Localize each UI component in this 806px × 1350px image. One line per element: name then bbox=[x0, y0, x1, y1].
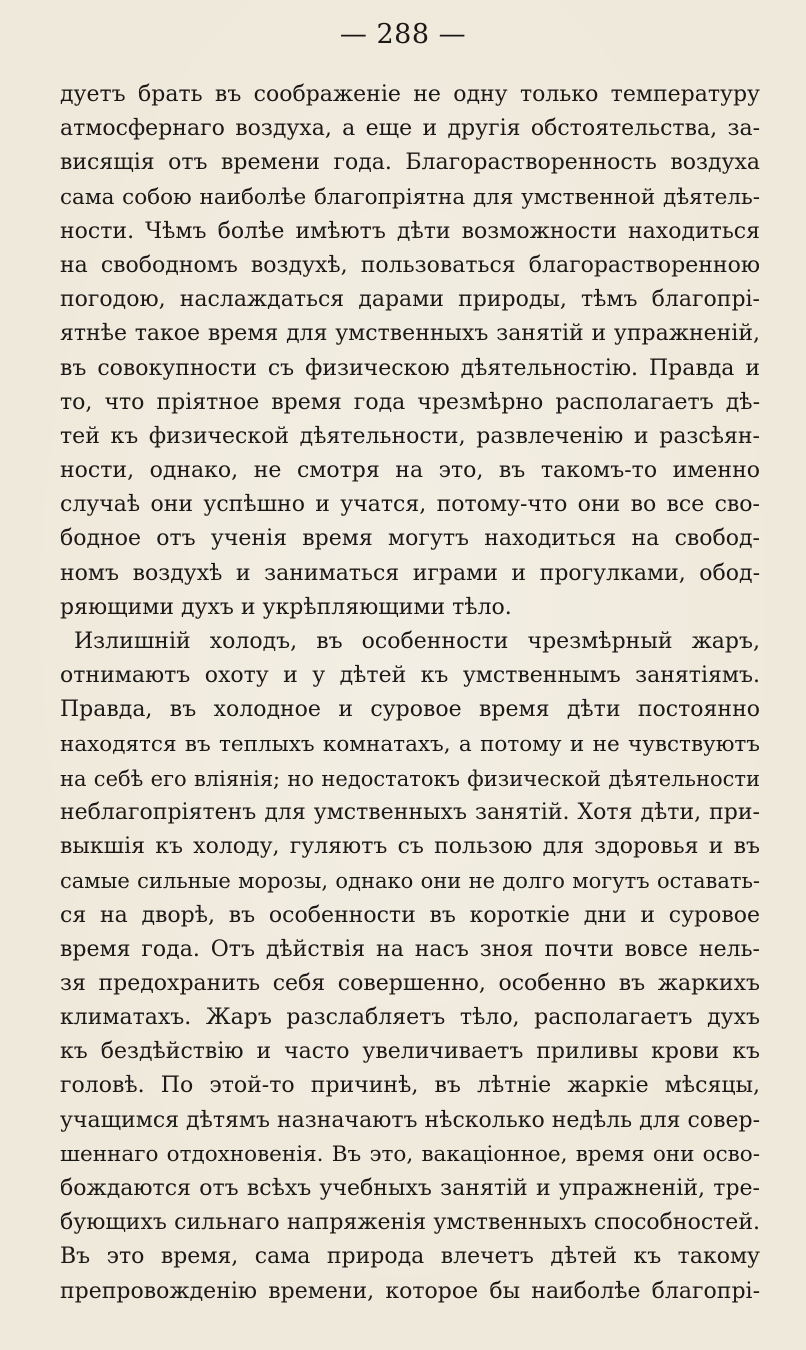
text-line: ности, однако, не смотря на это, въ такомъ-то именно bbox=[60, 458, 760, 484]
text-line: время года. Отъ дѣйствія на насъ зноя почти вовсе нель- bbox=[60, 936, 760, 962]
text-line: ся на дворѣ, въ особенности въ короткіе дни и суровое bbox=[60, 902, 760, 928]
text-line: номъ воздухѣ и заниматься играми и прогулками, обод- bbox=[60, 560, 760, 586]
text-line: въ совокупности съ физическою дѣятельностію. Правда и bbox=[60, 355, 760, 381]
text-line: дуетъ брать въ соображеніе не одну только температуру bbox=[60, 82, 760, 107]
text-line: учащимся дѣтямъ назначаютъ нѣсколько недѣль для совер- bbox=[60, 1107, 760, 1133]
body-text bbox=[60, 78, 760, 1309]
text-line: случаѣ они успѣшно и учатся, потому-что они во все сво- bbox=[60, 492, 760, 518]
text-line: на свободномъ воздухѣ, пользоваться благорастворенною bbox=[60, 252, 760, 278]
text-line: препровожденію времени, которое бы наиболѣе благопрі- bbox=[60, 1278, 760, 1304]
text-line: климатахъ. Жаръ разслабляетъ тѣло, располагаетъ духъ bbox=[60, 1005, 760, 1031]
text-line: головѣ. По этой-то причинѣ, въ лѣтніе жаркіе мѣсяцы, bbox=[60, 1073, 760, 1099]
text-line: бодное отъ ученія время могутъ находиться на свобод- bbox=[60, 526, 760, 552]
text-line: ятнѣе такое время для умственныхъ занятій и упражненій, bbox=[60, 321, 760, 347]
text-line: самые сильные морозы, однако они не долго могутъ оставать- bbox=[60, 869, 760, 894]
text-line: то, что пріятное время года чрезмѣрно располагаетъ дѣ- bbox=[60, 389, 760, 415]
text-line: шеннаго отдохновенія. Въ это, вакаціонное, время они осво- bbox=[60, 1141, 760, 1167]
text-line: погодою, наслаждаться дарами природы, тѣмъ благопрі- bbox=[60, 287, 760, 313]
text-line: находятся въ теплыхъ комнатахъ, а потому и не чувствуютъ bbox=[60, 731, 760, 757]
text-line: зя предохранить себя совершенно, особенно въ жаркихъ bbox=[60, 970, 760, 996]
text-line: сама собою наиболѣе благопріятна для умственной дѣятель- bbox=[60, 184, 760, 210]
text-line: неблагопріятенъ для умственныхъ занятій. Хотя дѣти, при- bbox=[60, 799, 760, 825]
text-line: ряющими духъ и укрѣпляющими тѣло. bbox=[60, 594, 512, 620]
text-line: висящія отъ времени года. Благорастворенность воздуха bbox=[60, 150, 760, 176]
text-line: къ бездѣйствію и часто увеличиваетъ приливы крови къ bbox=[60, 1039, 760, 1065]
text-line: атмосфернаго воздуха, а еще и другія обстоятельства, за- bbox=[60, 116, 760, 142]
text-line: бождаются отъ всѣхъ учебныхъ занятій и упражненій, тре- bbox=[60, 1176, 760, 1201]
page-number: — 288 — bbox=[339, 19, 467, 50]
text-line: ности. Чѣмъ болѣе имѣютъ дѣти возможности находиться bbox=[60, 218, 760, 244]
text-line: Въ это время, сама природа влечетъ дѣтей къ такому bbox=[60, 1244, 760, 1270]
text-line: бующихъ сильнаго напряженія умственныхъ способностей. bbox=[60, 1210, 760, 1236]
text-line: тей къ физической дѣятельности, развлеченію и разсѣян- bbox=[60, 423, 760, 449]
text-line: отнимаютъ охоту и у дѣтей къ умственнымъ занятіямъ. bbox=[60, 663, 760, 689]
text-line: выкшія къ холоду, гуляютъ съ пользою для здоровья и въ bbox=[60, 834, 760, 860]
text-line: на себѣ его вліянія; но недостатокъ физической дѣятельности bbox=[60, 766, 760, 791]
text-line: Правда, въ холодное и суровое время дѣти постоянно bbox=[60, 697, 760, 723]
text-line: Излишній холодъ, въ особенности чрезмѣрный жаръ, bbox=[74, 629, 760, 654]
